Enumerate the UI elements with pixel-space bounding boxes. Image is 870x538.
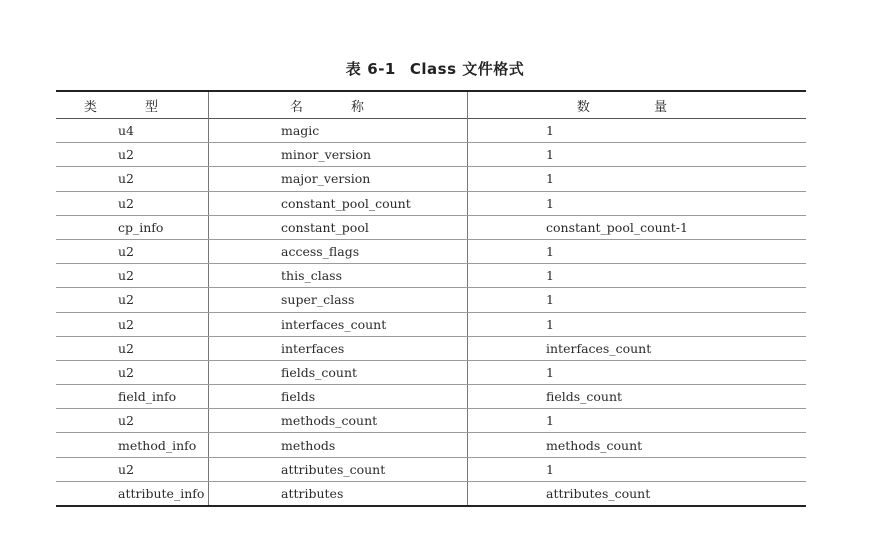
cell-type: u2 [56, 457, 209, 481]
table-row [56, 385, 806, 409]
cell-name: super_class [209, 288, 468, 312]
cell-type: u2 [56, 191, 209, 215]
table-row [56, 239, 806, 263]
cell-type: attribute_info [56, 481, 209, 505]
cell-name: fields_count [209, 360, 468, 384]
table-row [56, 457, 806, 481]
cell-type: u2 [56, 360, 209, 384]
cell-count: 1 [468, 312, 807, 336]
cell-name: methods_count [209, 409, 468, 433]
cell-count: attributes_count [546, 485, 651, 501]
table-row [56, 288, 806, 312]
cell-type: cp_info [56, 215, 209, 239]
cell-type: method_info [56, 433, 209, 457]
header-count: 数 量 [576, 99, 698, 115]
table-row [56, 119, 806, 143]
table-row [56, 191, 806, 215]
cell-type: u2 [56, 264, 209, 288]
caption-title: Class 文件格式 [409, 60, 525, 78]
cell-count: 1 [468, 360, 807, 384]
cell-name: attributes_count [209, 457, 468, 481]
cell-name: attributes [209, 481, 468, 505]
table-row [56, 215, 806, 239]
cell-name: this_class [209, 264, 468, 288]
table-caption [0, 58, 870, 79]
cell-count: interfaces_count [468, 336, 807, 360]
cell-name: magic [209, 119, 468, 143]
cell-name: methods [209, 433, 468, 457]
table-row [56, 143, 806, 167]
cell-name: interfaces [209, 336, 468, 360]
cell-count: 1 [468, 143, 807, 167]
cell-name: constant_pool_count [209, 191, 468, 215]
cell-count: 1 [468, 191, 807, 215]
cell-count: methods_count [468, 433, 807, 457]
header-name: 名 称 [209, 91, 468, 119]
table-row [56, 409, 806, 433]
table-row [56, 336, 806, 360]
class-file-format-table [56, 90, 806, 507]
cell-count: 1 [468, 119, 807, 143]
cell-type: u2 [56, 239, 209, 263]
cell-type: u4 [56, 119, 209, 143]
table-row [56, 312, 806, 336]
cell-name: constant_pool [209, 215, 468, 239]
cell-count: fields_count [468, 385, 807, 409]
cell-type: field_info [56, 385, 209, 409]
cell-type: u2 [56, 167, 209, 191]
table-row [56, 433, 806, 457]
cell-count: 1 [468, 409, 807, 433]
caption-prefix: 表 [345, 60, 362, 78]
caption-number: 6-1 [367, 60, 396, 78]
cell-count: 1 [468, 457, 807, 481]
cell-name: major_version [209, 167, 468, 191]
cell-type: u2 [56, 143, 209, 167]
table-row [56, 167, 806, 191]
cell-type: u2 [56, 409, 209, 433]
cell-name: interfaces_count [209, 312, 468, 336]
cell-count: 1 [468, 288, 807, 312]
cell-count: 1 [468, 239, 807, 263]
cell-name: access_flags [209, 239, 468, 263]
cell-count: constant_pool_count-1 [468, 215, 807, 239]
table-body [56, 119, 806, 506]
cell-type: u2 [56, 336, 209, 360]
cell-name: fields [209, 385, 468, 409]
table-row [56, 264, 806, 288]
header-type: 类 型 [56, 91, 209, 119]
cell-type: u2 [56, 312, 209, 336]
cell-count: 1 [468, 167, 807, 191]
table-row [56, 481, 806, 505]
cell-count: 1 [468, 264, 807, 288]
table-row [56, 360, 806, 384]
cell-type: u2 [56, 288, 209, 312]
table-header-row [56, 91, 806, 119]
cell-name: minor_version [209, 143, 468, 167]
